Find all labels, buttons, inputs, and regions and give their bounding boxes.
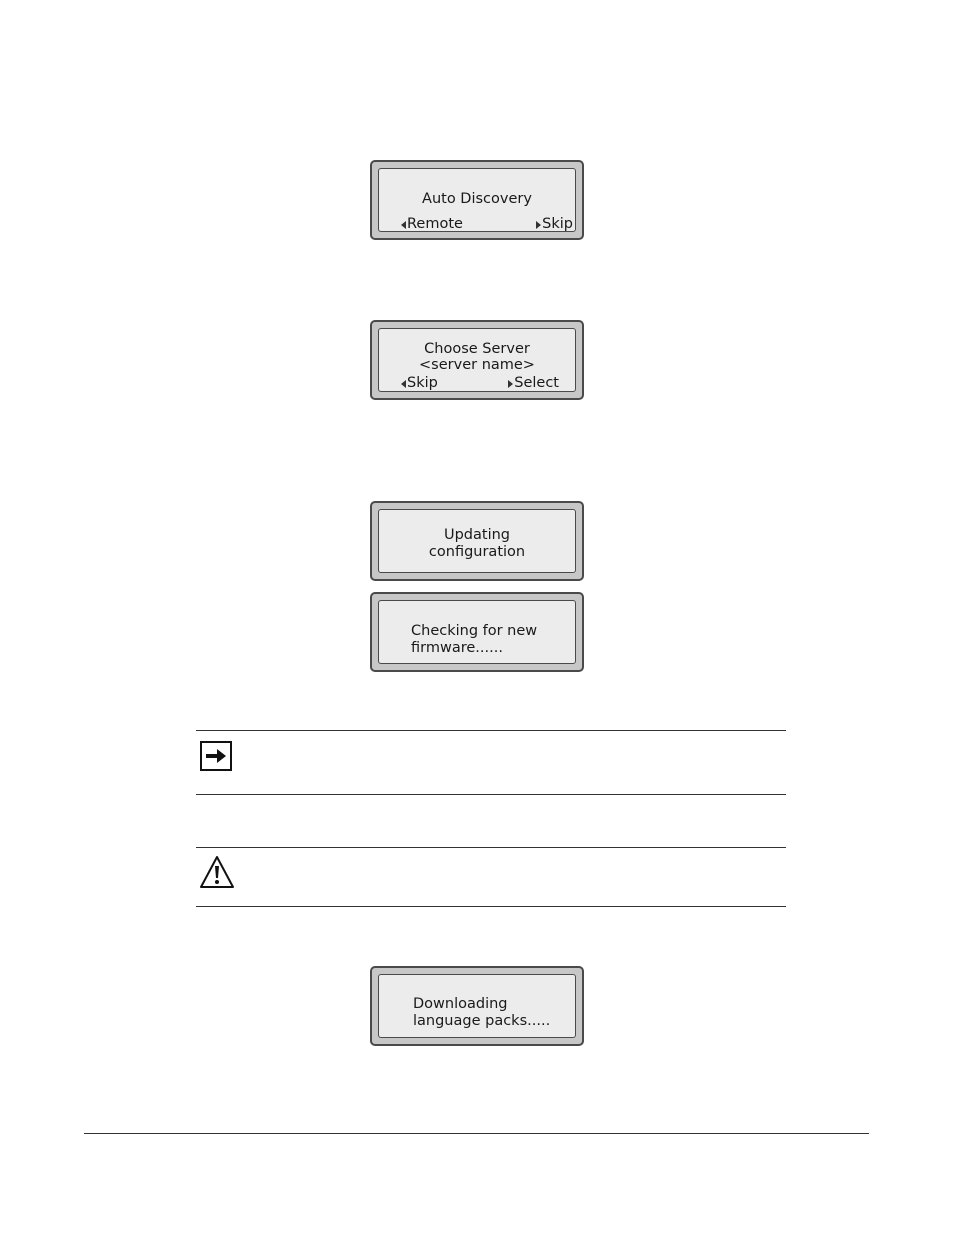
- softkey-left-label: Skip: [407, 375, 438, 391]
- note-bottom-rule: [196, 794, 786, 795]
- warning-triangle-icon: [199, 855, 235, 889]
- lcd-screen: [378, 328, 576, 392]
- right-arrow-icon: [536, 221, 541, 229]
- caution-bottom-rule: [196, 906, 786, 907]
- lcd-title: Auto Discovery: [422, 191, 532, 207]
- lcd-screen: [378, 168, 576, 232]
- lcd-choose-server: [370, 320, 584, 400]
- lcd-line-2: firmware......: [411, 640, 503, 656]
- right-arrow-icon: [508, 380, 513, 388]
- lcd-checking-firmware: [370, 592, 584, 672]
- arrow-right-icon: [200, 741, 232, 771]
- lcd-screen: [378, 509, 576, 573]
- lcd-line-2: configuration: [428, 544, 526, 560]
- softkey-left[interactable]: [401, 375, 438, 392]
- softkey-right[interactable]: [536, 216, 573, 233]
- lcd-screen: [378, 600, 576, 664]
- lcd-title: Choose Server: [424, 341, 530, 357]
- softkey-right-label: Skip: [542, 216, 573, 232]
- lcd-downloading-language: [370, 966, 584, 1046]
- lcd-line-1: Updating: [443, 527, 510, 543]
- note-top-rule: [196, 730, 786, 731]
- softkey-left-label: Remote: [407, 216, 463, 232]
- caution-top-rule: [196, 847, 786, 848]
- lcd-screen: [378, 974, 576, 1038]
- lcd-line-1: Downloading: [413, 996, 508, 1012]
- softkey-right-label: Select: [514, 375, 559, 391]
- softkey-right[interactable]: [508, 375, 559, 392]
- lcd-line-1: Checking for new: [411, 623, 538, 639]
- footer-rule: [84, 1133, 869, 1134]
- lcd-auto-discovery: [370, 160, 584, 240]
- softkey-left[interactable]: [401, 216, 463, 233]
- left-arrow-icon: [401, 221, 406, 229]
- lcd-subtitle: <server name>: [419, 357, 535, 373]
- left-arrow-icon: [401, 380, 406, 388]
- lcd-line-2: language packs.....: [413, 1013, 551, 1029]
- lcd-updating-configuration: [370, 501, 584, 581]
